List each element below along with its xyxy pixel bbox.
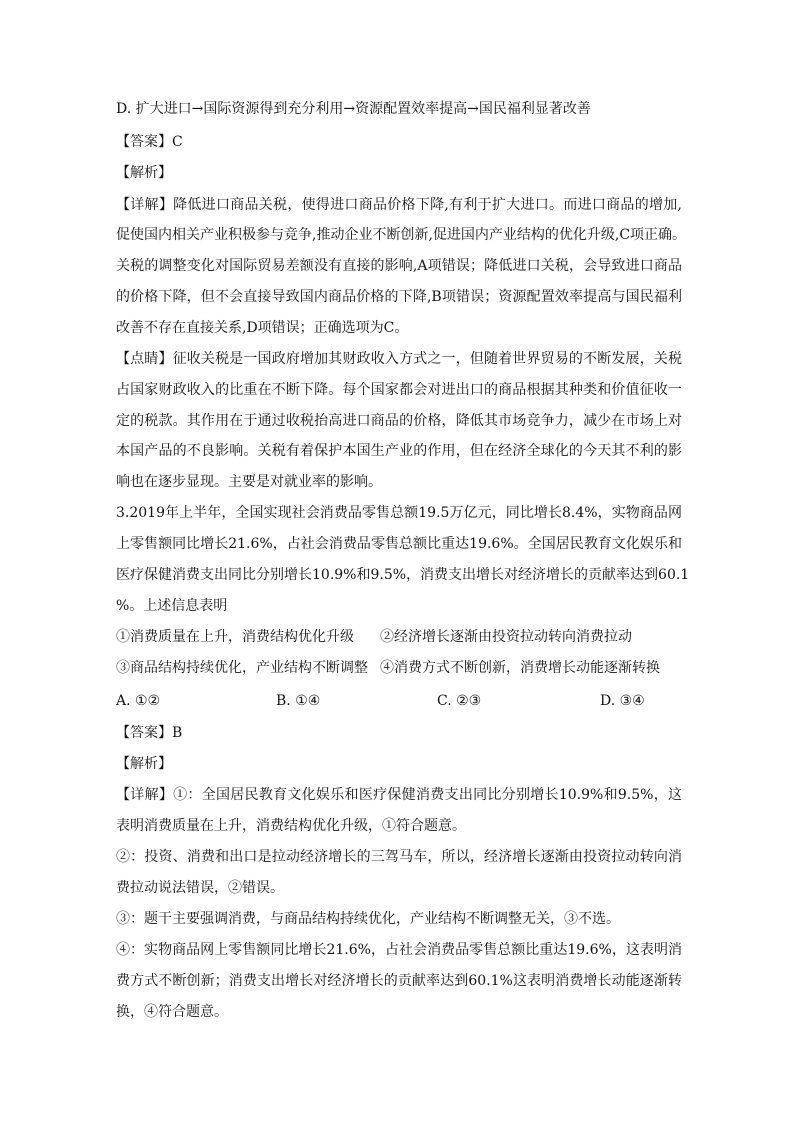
- analysis-label: 【解析】: [116, 756, 172, 772]
- detail-line: 【详解】降低进口商品关税，使得进口商品价格下降,有利于扩大进口。而进口商品的增加,: [116, 197, 682, 213]
- detail-line: ③：题干主要强调消费，与商品结构持续优化，产业结构不断调整无关，③不选。: [116, 911, 620, 927]
- question-stem-line: 医疗保健消费支出同比分别增长10.9%和9.5%，消费支出增长对经济增长的贡献率达到60.1: [116, 567, 690, 583]
- question-stem-line: %。上述信息表明: [116, 598, 228, 614]
- answer-label: 【答案】C: [116, 134, 183, 150]
- choice-d: D. ③④: [600, 693, 645, 709]
- detail-line: 关税的调整变化对国际贸易差额没有直接的影响,A项错误；降低进口关税，会导致进口商品: [116, 258, 682, 274]
- detail-line: 促使国内相关产业积极参与竞争,推动企业不断创新,促进国内产业结构的优化升级,C项正确。: [116, 227, 687, 243]
- tip-line: 【点睛】征收关税是一国政府增加其财政收入方式之一，但随着世界贸易的不断发展，关税: [116, 351, 682, 367]
- detail-line: 【详解】①：全国居民教育文化娱乐和医疗保健消费支出同比分别增长10.9%和9.5%，这: [116, 787, 682, 803]
- statement-1: ①消费质量在上升，消费结构优化升级: [116, 629, 354, 645]
- question-stem-line: 3.2019年上半年，全国实现社会消费品零售总额19.5万亿元，同比增长8.4%，实物商品网: [116, 505, 682, 521]
- statement-2: ②经济增长逐渐由投资拉动转向消费拉动: [380, 629, 632, 645]
- tip-line: 响也在逐步显现。主要是对就业率的影响。: [116, 474, 382, 490]
- tip-line: 定的税款。其作用在于通过收税抬高进口商品的价格，降低其市场竞争力，减少在市场上对: [116, 413, 682, 429]
- statement-4: ④消费方式不断创新，消费增长动能逐渐转换: [380, 660, 660, 676]
- analysis-label: 【解析】: [116, 165, 172, 181]
- detail-line: 改善不存在直接关系,D项错误；正确选项为C。: [116, 320, 409, 336]
- answer-label: 【答案】B: [116, 725, 183, 741]
- detail-line: ②：投资、消费和出口是拉动经济增长的三驾马车，所以，经济增长逐渐由投资拉动转向消: [116, 849, 682, 865]
- detail-line: 的价格下降，但不会直接导致国内商品价格的下降,B项错误；资源配置效率提高与国民福利: [116, 289, 682, 305]
- detail-line: 换，④符合题意。: [116, 1004, 228, 1020]
- choice-a: A. ①②: [116, 693, 161, 709]
- detail-line: 费拉动说法错误，②错误。: [116, 880, 284, 896]
- detail-line: 表明消费质量在上升，消费结构优化升级，①符合题意。: [116, 818, 466, 834]
- tip-line: 本国产品的不良影响。关税有着保护本国生产业的作用，但在经济全球化的今天其不利的影: [116, 443, 682, 459]
- choice-b: B. ①④: [276, 693, 321, 709]
- tip-line: 占国家财政收入的比重在不断下降。每个国家都会对进出口的商品根据其种类和价值征收一: [116, 382, 682, 398]
- question-stem-line: 上零售额同比增长21.6%，占社会消费品零售总额比重达19.6%。全国居民教育文化娱乐和: [116, 536, 682, 552]
- detail-line: ④：实物商品网上零售额同比增长21.6%，占社会消费品零售总额比重达19.6%，这表明消: [116, 942, 682, 958]
- option-d-text: D. 扩大进口→国际资源得到充分利用→资源配置效率提高→国民福利显著改善: [116, 101, 591, 117]
- detail-line: 费方式不断创新；消费支出增长对经济增长的贡献率达到60.1%这表明消费增长动能逐渐转: [116, 973, 682, 989]
- choice-c: C. ②③: [437, 693, 482, 709]
- statement-3: ③商品结构持续优化，产业结构不断调整: [116, 660, 368, 676]
